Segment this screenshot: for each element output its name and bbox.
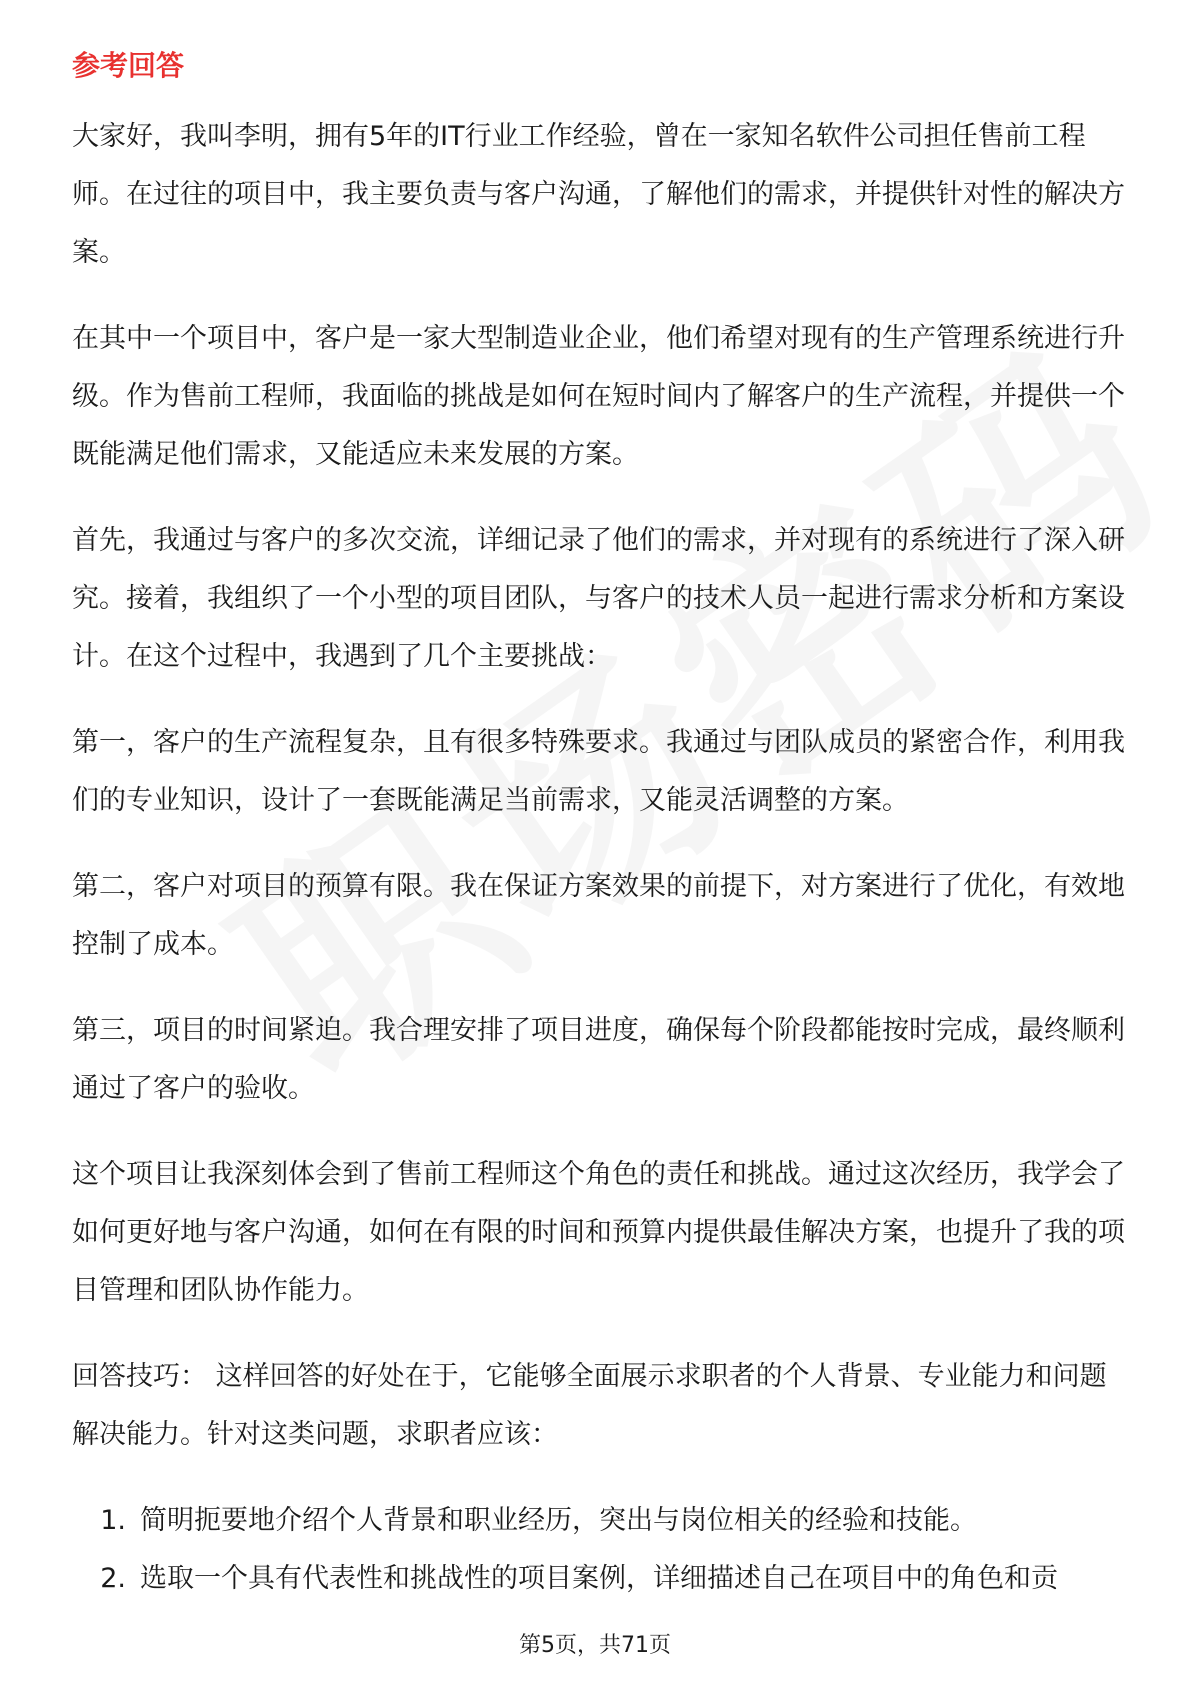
paragraph-reflection: 这个项目让我深刻体会到了售前工程师这个角色的责任和挑战。通过这次经历，我学会了如何更好地与客户沟通，如何在有限的时间和预算内提供最佳解决方案，也提升了我的项目管理和团队协作能力。	[72, 1159, 1125, 1306]
section-heading: 参考回答	[72, 49, 185, 82]
paragraph-challenge-3: 第三，项目的时间紧迫。我合理安排了项目进度，确保每个阶段都能按时完成，最终顺利通过了客户的验收。	[72, 1015, 1125, 1104]
paragraph-tips-intro: 回答技巧： 这样回答的好处在于，它能够全面展示求职者的个人背景、专业能力和问题解决能力。针对这类问题，求职者应该：	[72, 1361, 1107, 1450]
list-item-number: 1.	[100, 1505, 126, 1536]
paragraph-project: 在其中一个项目中，客户是一家大型制造业企业，他们希望对现有的生产管理系统进行升级。作为售前工程师，我面临的挑战是如何在短时间内了解客户的生产流程，并提供一个既能满足他们需求，又能适应未来发展的方案。	[72, 323, 1125, 470]
list-item	[72, 1550, 1132, 1608]
document-page	[72, 46, 1132, 1608]
paragraph-challenge-1: 第一，客户的生产流程复杂，且有很多特殊要求。我通过与团队成员的紧密合作，利用我们的专业知识，设计了一套既能满足当前需求，又能灵活调整的方案。	[72, 727, 1125, 816]
list-item	[72, 1492, 1132, 1550]
paragraph-approach: 首先，我通过与客户的多次交流，详细记录了他们的需求，并对现有的系统进行了深入研究。接着，我组织了一个小型的项目团队，与客户的技术人员一起进行需求分析和方案设计。在这个过程中，我遇到了几个主要挑战：	[72, 525, 1125, 672]
list-item-number: 2.	[100, 1563, 126, 1594]
tips-list	[72, 1492, 1132, 1608]
list-item-text: 简明扼要地介绍个人背景和职业经历，突出与岗位相关的经验和技能。	[140, 1505, 977, 1536]
page-number: 第5页，共71页	[519, 1633, 671, 1658]
paragraph-challenge-2: 第二，客户对项目的预算有限。我在保证方案效果的前提下，对方案进行了优化，有效地控制了成本。	[72, 871, 1125, 960]
list-item-text: 选取一个具有代表性和挑战性的项目案例，详细描述自己在项目中的角色和贡	[140, 1563, 1058, 1594]
paragraph-intro: 大家好，我叫李明，拥有5年的IT行业工作经验，曾在一家知名软件公司担任售前工程师。在过往的项目中，我主要负责与客户沟通，了解他们的需求，并提供针对性的解决方案。	[72, 121, 1125, 268]
